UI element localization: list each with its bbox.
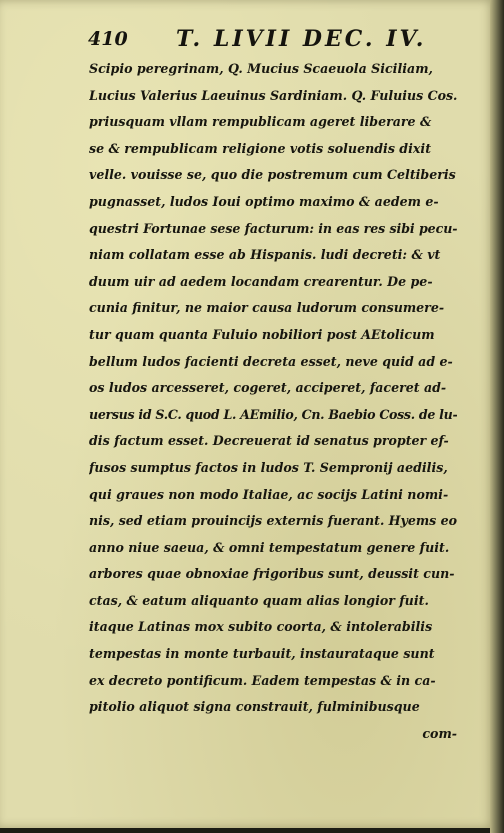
body-text bbox=[89, 56, 457, 747]
text-line: pitolio aliquot signa constrauit, fulminibusque bbox=[89, 699, 420, 715]
text-line: dis factum esset. Decreuerat id senatus propter ef- bbox=[89, 433, 449, 449]
text-line: questri Fortunae sese facturum: in eas res sibi pecu- bbox=[89, 220, 457, 236]
text-line: ctas, & eatum aliquanto quam alias longior fuit. bbox=[89, 592, 429, 608]
text-line: Scipio peregrinam, Q. Mucius Scaeuola Siciliam, bbox=[89, 61, 433, 76]
text-line: priusquam vllam rempublicam ageret liberare & bbox=[89, 114, 432, 130]
page-number: 410 bbox=[88, 28, 128, 50]
text-line: Lucius Valerius Laeuinus Sardiniam. Q. Fuluius Cos. bbox=[89, 87, 457, 103]
text-line: duum uir ad aedem locandam crearentur. De pe- bbox=[89, 273, 433, 289]
text-line: pugnasset, ludos Ioui optimo maximo & aedem e- bbox=[89, 193, 439, 209]
text-line: ex decreto pontificum. Eadem tempestas & in ca- bbox=[89, 672, 436, 688]
text-line: arbores quae obnoxiae frigoribus sunt, deussit cun- bbox=[89, 566, 455, 582]
text-line: se & rempublicam religione votis soluendis dixit bbox=[89, 140, 432, 156]
text-line: itaque Latinas mox subito coorta, & intolerabilis bbox=[89, 619, 433, 635]
text-line: qui graues non modo Italiae, ac socijs Latini nomi- bbox=[89, 486, 449, 502]
text-line: bellum ludos facienti decreta esset, neve quid ad e- bbox=[89, 353, 453, 369]
text-line: os ludos arcesseret, cogeret, acciperet, faceret ad- bbox=[89, 380, 447, 396]
text-line: niam collatam esse ab Hispanis. ludi decreti: & vt bbox=[89, 247, 441, 263]
text-line: nis, sed etiam prouincijs externis fuerant. Hyems eo bbox=[89, 513, 457, 529]
text-line: anno niue saeua, & omni tempestatum genere fuit. bbox=[89, 539, 450, 555]
text-line: cunia finitur, ne maior causa ludorum consumere- bbox=[89, 300, 445, 316]
page-header bbox=[88, 26, 468, 54]
text-line: tur quam quanta Fuluio nobiliori post AEtolicum bbox=[89, 326, 435, 342]
text-line: velle. vouisse se, quo die postremum cum Celtiberis bbox=[89, 167, 456, 183]
text-line: uersus id S.C. quod L. AEmilio, Cn. Baebio Coss. de lu- bbox=[89, 406, 457, 422]
text-line: tempestas in monte turbauit, instaurataque sunt bbox=[89, 646, 435, 662]
page-edge-shadow bbox=[490, 0, 504, 833]
running-head: T. LIVII DEC. IV. bbox=[176, 26, 427, 52]
text-line: com- bbox=[422, 725, 457, 741]
text-line: fusos sumptus factos in ludos T. Sempronij aedilis, bbox=[89, 459, 448, 475]
